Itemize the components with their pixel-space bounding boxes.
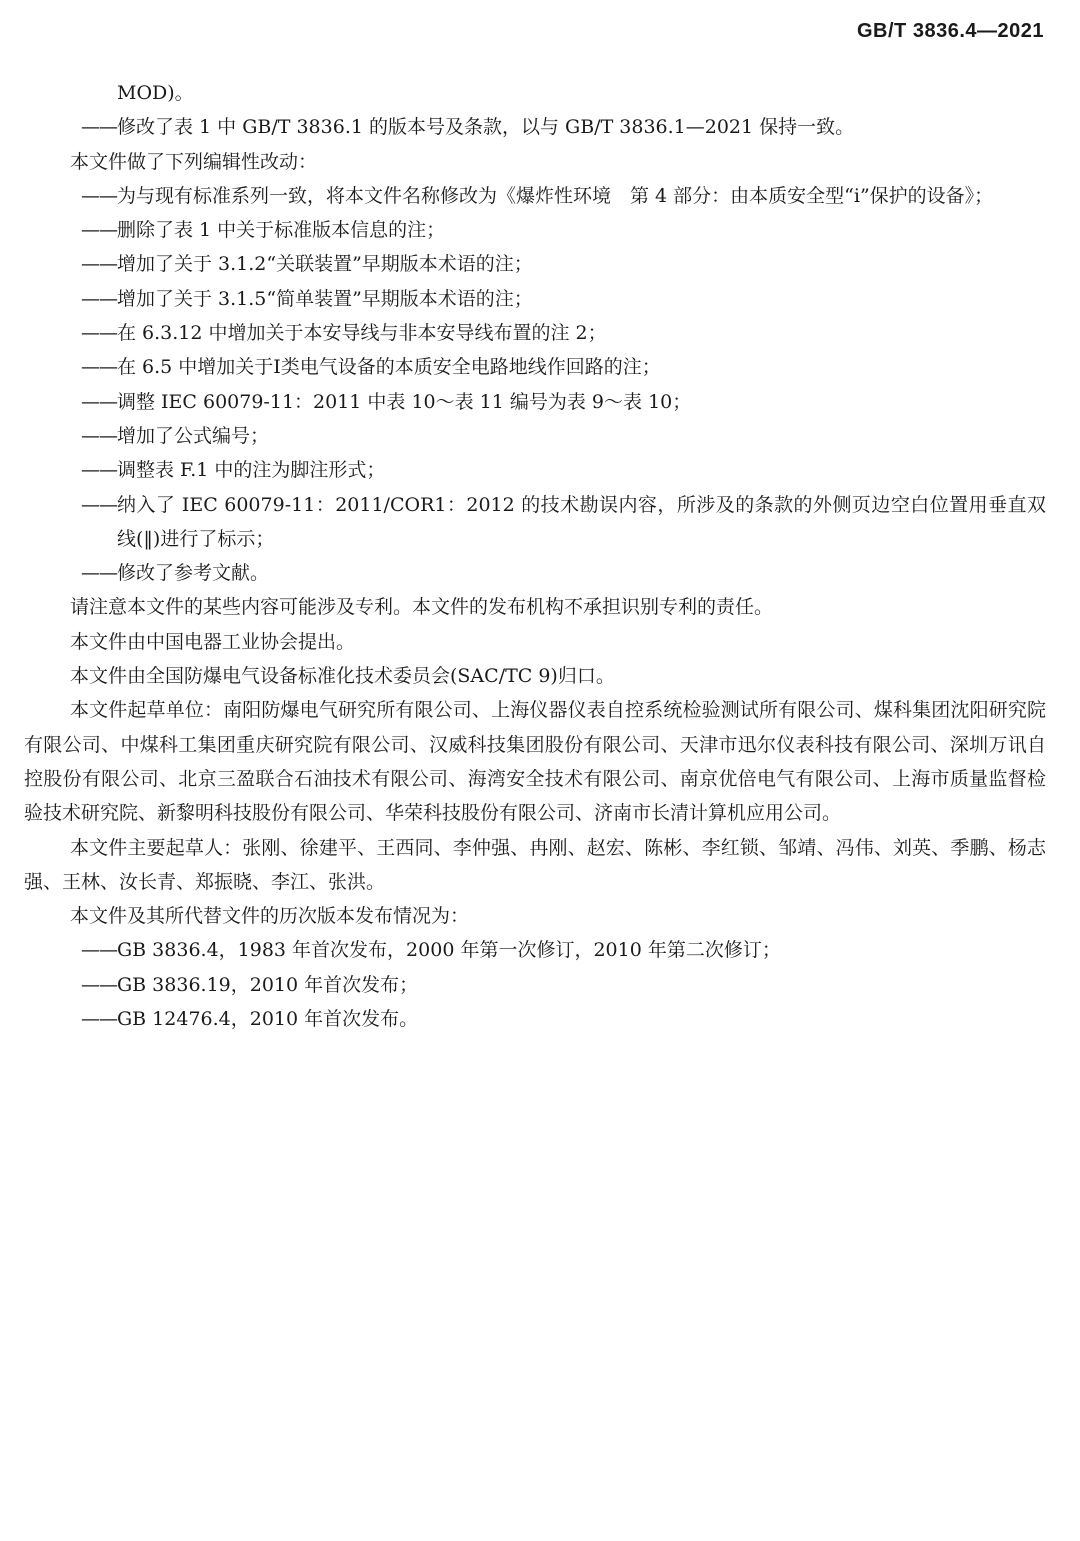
- dash-marker: ——: [81, 287, 117, 310]
- list-item-text: 调整 IEC 60079-11：2011 中表 10～表 11 编号为表 9～表 10；: [117, 390, 692, 413]
- dash-marker: ——: [81, 424, 117, 447]
- list-item-text: 纳入了 IEC 60079-11：2011/COR1：2012 的技术勘误内容，所涉及的条款的外侧页边空白位置用垂直双线(‖)进行了标示；: [117, 493, 1046, 550]
- dash-marker: ——: [81, 116, 117, 139]
- edit-item: [24, 179, 1046, 213]
- dash-marker: ——: [81, 459, 117, 482]
- dash-marker: ——: [81, 1008, 117, 1031]
- list-item-table1-change: [24, 110, 1046, 144]
- managed-by: 本文件由全国防爆电气设备标准化技术委员会(SAC/TC 9)归口。: [70, 665, 615, 688]
- drafting-units: 本文件起草单位：南阳防爆电气研究所有限公司、上海仪器仪表自控系统检验测试所有限公司、煤科集团沈阳研究院有限公司、中煤科工集团重庆研究院有限公司、汉威科技集团股份有限公司、天津市迅尔仪表科技有限公司、深圳万讯自控股份有限公司、北京三盈联合石油技术有限公司、海湾安全技术有限公司、南京优倍电气有限公司、上海市质量监督检验技术研究院、新黎明科技股份有限公司、华荣科技股份有限公司、济南市长清计算机应用公司。: [24, 699, 1046, 825]
- document-body: [24, 76, 1046, 1036]
- history-item: [24, 968, 1046, 1002]
- dash-marker: ——: [81, 562, 117, 585]
- mod-continuation: MOD)。: [117, 82, 194, 104]
- dash-marker: ——: [81, 184, 117, 207]
- dash-marker: ——: [81, 390, 117, 413]
- list-item-text: 修改了参考文献。: [117, 562, 270, 585]
- list-item-text: GB 3836.4，1983 年首次发布，2000 年第一次修订，2010 年第二次修订；: [117, 939, 781, 962]
- editorial-changes-intro: 本文件做了下列编辑性改动：: [70, 150, 318, 173]
- edit-item: [24, 419, 1046, 453]
- list-item-text: 修改了表 1 中 GB/T 3836.1 的版本号及条款，以与 GB/T 3836.1—2021 保持一致。: [117, 116, 855, 139]
- list-item-text: 增加了公式编号；: [117, 424, 270, 447]
- edit-item: [24, 213, 1046, 247]
- list-item-text: GB 3836.19，2010 年首次发布；: [117, 973, 419, 996]
- history-item: [24, 1002, 1046, 1036]
- list-item-text: 删除了表 1 中关于标准版本信息的注；: [117, 219, 446, 242]
- list-item-text: 为与现有标准系列一致，将本文件名称修改为《爆炸性环境 第 4 部分：由本质安全型“i”保护的设备》；: [117, 184, 994, 207]
- edit-item: [24, 316, 1046, 350]
- edit-item: [24, 453, 1046, 487]
- list-item-text: 增加了关于 3.1.2“关联装置”早期版本术语的注；: [117, 253, 533, 276]
- history-item: [24, 933, 1046, 967]
- list-item-text: GB 12476.4，2010 年首次发布。: [117, 1008, 419, 1031]
- dash-marker: ——: [81, 973, 117, 996]
- patent-notice: 请注意本文件的某些内容可能涉及专利。本文件的发布机构不承担识别专利的责任。: [70, 596, 774, 619]
- edit-item: [24, 488, 1046, 557]
- dash-marker: ——: [81, 219, 117, 242]
- edit-item: [24, 247, 1046, 281]
- dash-marker: ——: [81, 493, 117, 516]
- edit-item: [24, 385, 1046, 419]
- dash-marker: ——: [81, 322, 117, 345]
- proposed-by: 本文件由中国电器工业协会提出。: [70, 630, 356, 653]
- dash-marker: ——: [81, 253, 117, 276]
- edit-item: [24, 282, 1046, 316]
- standard-number-header: GB/T 3836.4—2021: [857, 20, 1044, 42]
- list-item-text: 增加了关于 3.1.5“简单装置”早期版本术语的注；: [117, 287, 533, 310]
- dash-marker: ——: [81, 356, 117, 379]
- list-item-text: 在 6.3.12 中增加关于本安导线与非本安导线布置的注 2；: [117, 322, 607, 345]
- dash-marker: ——: [81, 939, 117, 962]
- list-item-text: 在 6.5 中增加关于Ⅰ类电气设备的本质安全电路地线作回路的注；: [117, 356, 661, 379]
- main-drafters: 本文件主要起草人：张刚、徐建平、王西同、李仲强、冉刚、赵宏、陈彬、李红锁、邹靖、冯伟、刘英、季鹏、杨志强、王林、汝长青、郑振晓、李江、张洪。: [24, 836, 1046, 893]
- edit-item: [24, 556, 1046, 590]
- history-intro: 本文件及其所代替文件的历次版本发布情况为：: [70, 905, 470, 928]
- edit-item: [24, 350, 1046, 384]
- list-item-text: 调整表 F.1 中的注为脚注形式；: [117, 459, 386, 482]
